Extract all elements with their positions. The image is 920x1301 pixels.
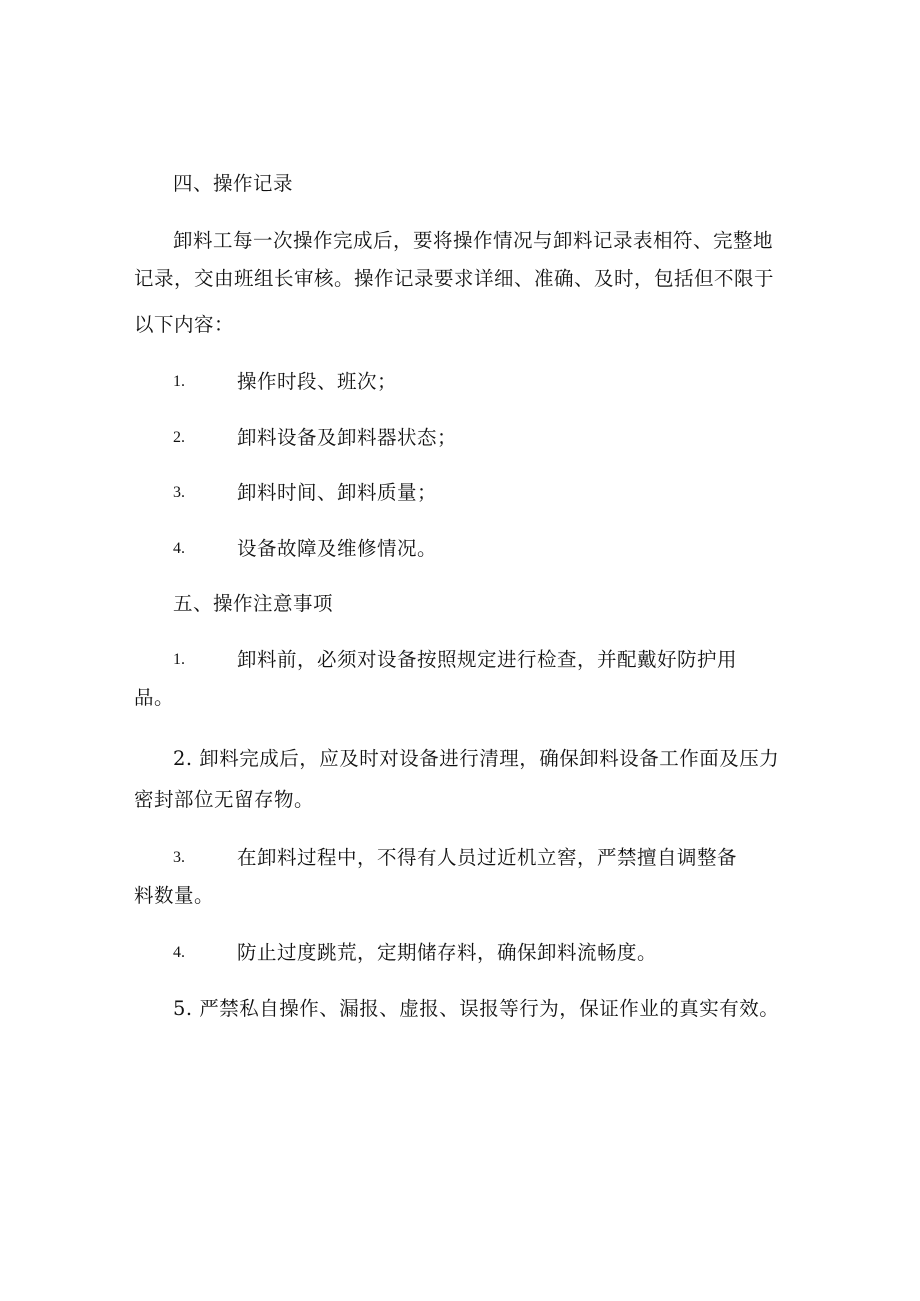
list-item-number: 1. — [173, 651, 185, 668]
list-item-text: 5. 严禁私自操作、漏报、虚报、误报等行为，保证作业的真实有效。 — [173, 997, 780, 1020]
list-item-number: 3. — [173, 484, 185, 501]
list-item-text-continued: 品。 — [134, 686, 175, 709]
list-item-text: 操作时段、班次； — [237, 370, 398, 393]
list-item-text: 设备故障及维修情况。 — [237, 537, 438, 560]
list-item-text: 2. 卸料完成后，应及时对设备进行清理，确保卸料设备工作面及压力 — [173, 747, 780, 770]
section-4-intro-line-2: 记录，交由班组长审核。操作记录要求详细、准确、及时，包括但不限于 — [134, 267, 775, 290]
list-item-text: 卸料时间、卸料质量； — [237, 481, 438, 504]
list-item-number: 1. — [173, 373, 185, 390]
section-4-heading: 四、操作记录 — [173, 172, 294, 195]
list-item-text: 防止过度跳荒，定期储存料，确保卸料流畅度。 — [237, 941, 658, 964]
section-4-intro-line-3: 以下内容： — [134, 313, 235, 336]
list-item-number: 3. — [173, 849, 185, 866]
list-item-text: 卸料设备及卸料器状态； — [237, 426, 458, 449]
list-item-number: 4. — [173, 944, 185, 961]
list-item-text: 卸料前，必须对设备按照规定进行检查，并配戴好防护用 — [237, 648, 738, 671]
section-4-intro-line-1: 卸料工每一次操作完成后，要将操作情况与卸料记录表相符、完整地 — [173, 229, 774, 252]
list-item-text-continued: 密封部位无留存物。 — [134, 788, 315, 811]
list-item-text: 在卸料过程中，不得有人员过近机立窖，严禁擅自调整备 — [237, 846, 738, 869]
list-item-text-continued: 料数量。 — [134, 884, 215, 907]
list-item-number: 2. — [173, 429, 185, 446]
section-5-heading: 五、操作注意事项 — [173, 592, 334, 615]
list-item-number: 4. — [173, 540, 185, 557]
